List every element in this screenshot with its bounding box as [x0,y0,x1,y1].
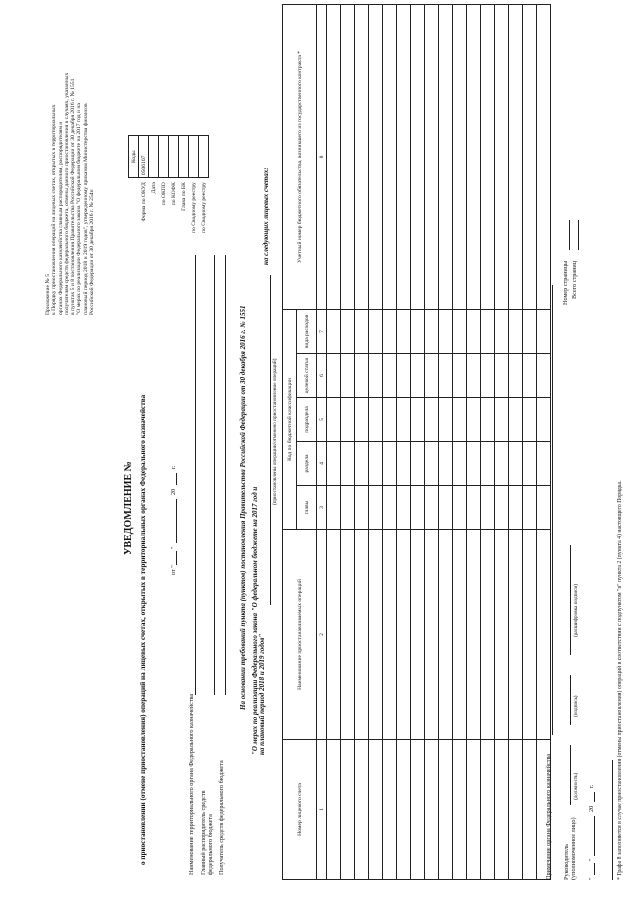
cell[interactable] [537,530,551,740]
table-row[interactable] [341,4,355,879]
field-line-pbs[interactable] [225,255,226,695]
cell[interactable] [509,309,523,353]
appendix-line: Российской Федерации от 30 декабря 2016 г. № 254н [89,189,96,315]
cell[interactable] [537,442,551,486]
cell[interactable] [411,4,425,309]
cell[interactable] [523,486,537,530]
cell[interactable] [369,354,383,398]
cell[interactable] [341,530,355,740]
date-mid: " [170,546,177,549]
table-row[interactable] [327,4,341,879]
cell[interactable] [453,398,467,442]
cell[interactable] [355,398,369,442]
appendix-line: плановый период 2018 и 2019 годов", утвержденному приказом Министерства финансов [82,103,89,315]
appendix-line: к Порядку приостановления операций на лицевых счетах, открытых в территориальных [51,104,58,315]
cell[interactable] [327,398,341,442]
cell[interactable] [537,398,551,442]
cell[interactable] [327,4,341,309]
col-target: целевой статьи [297,354,317,398]
cell[interactable] [425,740,439,880]
field-label-pbs: Получатель средств федерального бюджета [218,760,225,875]
cell[interactable] [523,740,537,880]
cell[interactable] [439,486,453,530]
cell[interactable] [453,740,467,880]
action-note: (приостановлены операции/отменено приостановление операций) [272,358,278,505]
cell[interactable] [453,442,467,486]
cell[interactable] [467,354,481,398]
field-label-grbs: Главный распорядитель средств [200,790,207,875]
date-suffix: г. [170,465,177,469]
code-label: по Сводному реестру [190,182,197,233]
cell[interactable] [411,530,425,740]
cell[interactable] [481,740,495,880]
cell[interactable] [355,354,369,398]
cell[interactable] [327,442,341,486]
cell[interactable] [453,4,467,309]
col-num: 6 [317,354,327,398]
col-num: 2 [317,530,327,740]
cell[interactable] [383,442,397,486]
head-label: Руководитель [563,844,570,880]
head-sub: (уполномоченное лицо) [570,817,577,880]
cell[interactable] [495,354,509,398]
basis-line-1: На основании требований пункта (пунктов) постановления Правительства Российской Федерации от 30 декабря 2016 г. № 1551 [239,305,247,710]
cell[interactable] [509,398,523,442]
cell[interactable] [341,486,355,530]
cell[interactable] [467,4,481,309]
appendix-block [45,15,95,315]
col-num: 4 [317,442,327,486]
cell[interactable] [509,486,523,530]
cell[interactable] [481,309,495,353]
cell[interactable] [537,309,551,353]
basis-line-2: "О мерах по реализации Федерального закона "О федеральном бюджете на 2017 год и [251,486,259,755]
col-code-group: Код по бюджетной классификации [283,309,297,529]
cell[interactable] [467,398,481,442]
cell[interactable] [411,354,425,398]
date-line [170,465,177,575]
appendix-line: получателям средств федерального бюджета, отмены данного приостановления в случаях, указанных [63,72,70,315]
col-glava: главы [297,486,317,530]
cell[interactable] [481,442,495,486]
cell[interactable] [509,530,523,740]
col-razdel: раздела [297,442,317,486]
sign-date-suffix: г. [588,784,595,788]
note-line[interactable] [552,285,553,735]
cell[interactable] [355,486,369,530]
cell[interactable] [495,530,509,740]
cell[interactable] [411,486,425,530]
col-num: 5 [317,398,327,442]
cell[interactable] [467,309,481,353]
codes-table [128,135,209,235]
code-value-okud: 0506107 [139,136,149,178]
page-num-line[interactable] [569,220,570,250]
page-total-label: Всего страниц [571,260,578,299]
codes-header: Коды [129,136,139,178]
accounts-table [282,4,551,880]
cell[interactable] [453,354,467,398]
cell[interactable] [425,4,439,309]
cell[interactable] [495,4,509,309]
cell[interactable] [453,309,467,353]
cell[interactable] [509,4,523,309]
cell[interactable] [355,442,369,486]
cell[interactable] [537,4,551,309]
code-label: по Сводному реестру [200,182,207,233]
signature-line[interactable] [570,675,571,725]
cell[interactable] [327,354,341,398]
cell[interactable] [453,530,467,740]
appendix-line: "О мерах по реализации Федерального закона "О федеральном бюджете на 2017 год и на [76,103,83,315]
code-value-date[interactable] [149,136,159,178]
col-obligation: Учетный номер бюджетного обязательства, возникшего из государственного контракта * [283,4,317,309]
cell[interactable] [439,740,453,880]
cell[interactable] [341,309,355,353]
table-row[interactable] [411,4,425,879]
col-num: 3 [317,486,327,530]
sign-month-field[interactable] [588,816,595,856]
cell[interactable] [383,398,397,442]
date-prefix: от " [170,565,177,575]
cell[interactable] [327,740,341,880]
table-row[interactable] [369,4,383,879]
cell[interactable] [509,740,523,880]
cell[interactable] [397,740,411,880]
cell[interactable] [327,309,341,353]
cell[interactable] [397,309,411,353]
cell[interactable] [467,442,481,486]
cell[interactable] [355,309,369,353]
accounts-note: на следующих лицевых счетах: [262,167,270,265]
cell[interactable] [411,442,425,486]
cell[interactable] [369,740,383,880]
cell[interactable] [495,740,509,880]
cell[interactable] [397,4,411,309]
table-row[interactable] [383,4,397,879]
cell[interactable] [481,4,495,309]
code-value-glava[interactable] [179,136,189,178]
cell[interactable] [355,530,369,740]
cell[interactable] [341,4,355,309]
cell[interactable] [523,354,537,398]
cell[interactable] [383,309,397,353]
cell[interactable] [369,530,383,740]
cell[interactable] [425,398,439,442]
col-expense: вида расходов [297,309,317,353]
page-num-label: Номер страницы [562,260,569,305]
table-row[interactable] [481,4,495,879]
signature-caption: (подпись) [573,695,579,717]
cell[interactable] [369,442,383,486]
field-label-tofk: Наименование территориального органа Федерального казначейства [188,693,195,875]
cell[interactable] [439,398,453,442]
cell[interactable] [383,486,397,530]
cell[interactable] [537,486,551,530]
table-row[interactable] [425,4,439,879]
table-row[interactable] [537,4,551,879]
code-value-registry[interactable] [189,136,199,178]
table-row[interactable] [355,4,369,879]
cell[interactable] [355,740,369,880]
cell[interactable] [355,4,369,309]
sign-date: " " 20 г. [588,784,595,880]
cell[interactable] [439,4,453,309]
appendix-title: Приложение № 5 [45,274,51,315]
cell[interactable] [495,442,509,486]
date-day-field[interactable] [170,551,177,565]
cell[interactable] [341,354,355,398]
date-month-field[interactable] [170,499,177,543]
cell[interactable] [467,486,481,530]
code-label: по ОКПО [160,182,167,206]
field-line-tofk[interactable] [195,255,196,695]
field-line-grbs[interactable] [214,255,215,695]
date-year: 20 [170,488,177,495]
appendix-line: органах Федерального казначейства главным распорядителям, распорядителям и [57,121,64,315]
cell[interactable] [341,442,355,486]
cell[interactable] [411,740,425,880]
cell[interactable] [495,398,509,442]
cell[interactable] [467,530,481,740]
cell[interactable] [523,398,537,442]
date-year-field[interactable] [170,473,177,485]
field-label-grbs-2: федерального бюджета [207,814,214,875]
cell[interactable] [397,442,411,486]
cell[interactable] [369,486,383,530]
table-row[interactable] [453,4,467,879]
decoding-line[interactable] [570,545,571,655]
cell[interactable] [481,486,495,530]
sign-year-field[interactable] [588,792,595,802]
cell[interactable] [369,398,383,442]
cell[interactable] [411,309,425,353]
cell[interactable] [439,354,453,398]
sign-day-field[interactable] [588,863,595,875]
code-value-registry-2[interactable] [199,136,209,178]
cell[interactable] [327,486,341,530]
cell[interactable] [509,354,523,398]
cell[interactable] [383,4,397,309]
cell[interactable] [523,4,537,309]
cell[interactable] [397,530,411,740]
cell[interactable] [383,354,397,398]
position-caption: (должность) [573,772,579,800]
cell[interactable] [523,309,537,353]
cell[interactable] [495,309,509,353]
cell[interactable] [495,486,509,530]
cell[interactable] [523,530,537,740]
col-account: Номер лицевого счета [283,740,317,880]
footnote: * Графа 8 заполняется в случае приостановления (отмены приостановления) операций в соответствии с подпунктом "в" пункта 2 (пункта 4) настоящего Порядка. [617,480,623,880]
cell[interactable] [425,442,439,486]
table-row[interactable] [397,4,411,879]
cell[interactable] [481,530,495,740]
cell[interactable] [453,486,467,530]
cell[interactable] [369,309,383,353]
footnote-divider [612,760,613,880]
cell[interactable] [425,309,439,353]
code-value-kofk[interactable] [169,136,179,178]
cell[interactable] [397,354,411,398]
cell[interactable] [341,740,355,880]
code-value-okpo[interactable] [159,136,169,178]
cell[interactable] [411,398,425,442]
cell[interactable] [425,486,439,530]
cell[interactable] [369,4,383,309]
cell[interactable] [327,530,341,740]
cell[interactable] [439,309,453,353]
table-row[interactable] [495,4,509,879]
code-label: Дата [150,182,157,194]
page-total-line[interactable] [578,220,579,250]
basis-line-3: на плановый период 2018 и 2019 годов" [258,633,266,755]
col-num: 7 [317,309,327,353]
col-podrazdel: подраздела [297,398,317,442]
code-label: по КОФК [170,182,177,206]
table-row[interactable] [439,4,453,879]
sign-date-year: 20 [588,805,595,812]
cell[interactable] [425,530,439,740]
table-row[interactable] [509,4,523,879]
note-label: Примечание органа Федерального казначейства [545,753,552,880]
col-operations: Наименование приостанавливаемых операций [283,530,317,740]
col-num: 1 [317,740,327,880]
cell[interactable] [425,354,439,398]
cell[interactable] [523,442,537,486]
col-num: 8 [317,4,327,309]
code-label: Глава по БК [180,182,187,211]
table-row[interactable] [467,4,481,879]
appendix-line: в пунктах 5 и 8 постановления Правительства Российской Федерации от 30 декабря 2016 г. № 1551 [70,78,77,315]
cell[interactable] [439,530,453,740]
cell[interactable] [383,740,397,880]
cell[interactable] [537,354,551,398]
cell[interactable] [481,398,495,442]
page-subtitle: о приостановлении (отмене приостановления) операций на лицевых счетах, открытых в территориальных органах Федерального казначейства [139,394,147,865]
table-row[interactable] [523,4,537,879]
cell[interactable] [383,530,397,740]
code-label: Форма по ОКУД [140,182,147,222]
cell[interactable] [341,398,355,442]
cell[interactable] [481,354,495,398]
cell[interactable] [397,486,411,530]
decoding-caption: (расшифровка подписи) [573,584,579,637]
page-title: УВЕДОМЛЕНИЕ № [123,461,134,555]
cell[interactable] [509,442,523,486]
cell[interactable] [397,398,411,442]
action-line[interactable] [270,275,271,605]
position-line[interactable] [570,745,571,805]
cell[interactable] [439,442,453,486]
cell[interactable] [467,740,481,880]
